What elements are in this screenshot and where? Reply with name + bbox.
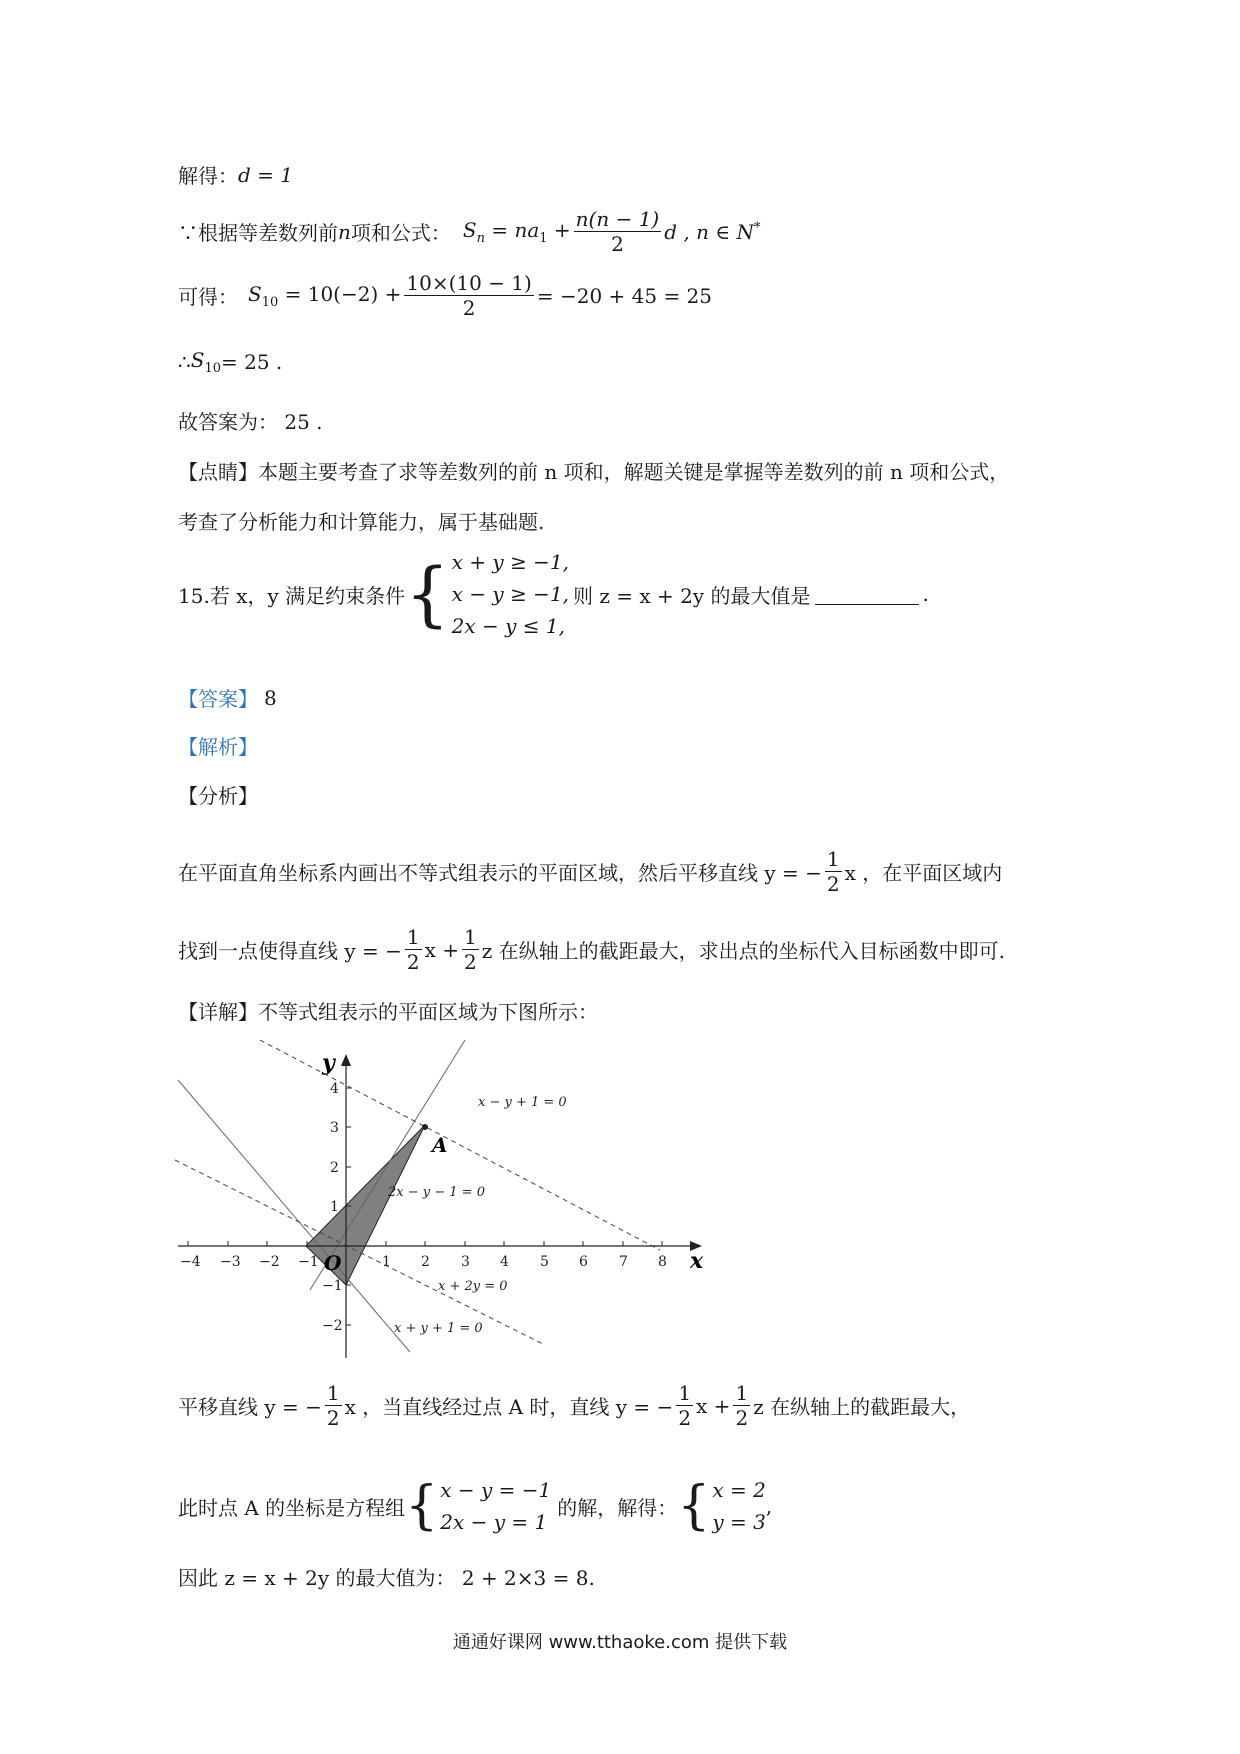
fraction: $\frac{1}{2}$	[406, 925, 420, 974]
s10-calc-line: 可得： $S_{10} = 10(-2)$ + $\frac{10\times(10 - 1)}{2}$ = −20 + 45 = 25	[178, 271, 713, 320]
point-a-line: 此时点 A 的坐标是方程组 { x − y = −1 2x − y = 1 的解，解得： { x = 2 y = 3 ,	[178, 1476, 773, 1536]
fenxi-line-2: 找到一点使得直线 y = − $\frac{1}{2}$ x + $\frac{1}{2}$ z 在纵轴上的截距最大，求出点的坐标代入目标函数中即可.	[178, 925, 1006, 974]
fraction: $\frac{10\times(10 - 1)}{2}$	[406, 271, 532, 320]
line3-label: x + 2y = 0	[438, 1279, 508, 1294]
y-tick-label: 2	[330, 1160, 339, 1176]
left-brace: {	[677, 1476, 711, 1536]
fraction: $\frac{1}{2}$	[735, 1381, 749, 1430]
y-tick-label: 4	[330, 1081, 339, 1097]
dianjing-line: 【点睛】本题主要考查了求等差数列的前 n 项和，解题关键是掌握等差数列的前 n 项和公式，	[178, 460, 1010, 484]
dianjing-line-2: 考查了分析能力和计算能力，属于基础题.	[178, 510, 545, 534]
y-axis-label: y	[322, 1050, 335, 1076]
x-ticks	[188, 1241, 662, 1246]
answer-section: 【答案】 8	[178, 685, 277, 711]
question-15: 15.若 x，y 满足约束条件 { x + y ≥ −1, x − y ≥ −1, 2x − y ≤ 1, 则 z = x + 2y 的最大值是 .	[178, 546, 929, 642]
feasible-region-graph	[170, 1040, 730, 1360]
equation-system: x − y = −1 2x − y = 1	[440, 1478, 552, 1534]
x-tick-label: 6	[579, 1254, 588, 1270]
line2-label: 2x − y − 1 = 0	[388, 1185, 485, 1200]
line-2x-minus-y-minus-1	[260, 1040, 660, 1250]
left-brace: {	[405, 1476, 439, 1536]
point-a-dot	[422, 1124, 428, 1130]
x-tick-label: 4	[500, 1254, 509, 1270]
x-tick-label: −1	[298, 1254, 319, 1270]
x-tick-label: 3	[461, 1254, 470, 1270]
point-a-label: A	[432, 1133, 448, 1157]
fraction: $\frac{1}{2}$	[326, 1381, 340, 1430]
fenxi-line-1: 在平面直角坐标系内画出不等式组表示的平面区域，然后平移直线 y = − $\frac{1}{2}$ x ，在平面区域内	[178, 847, 1003, 896]
answer-line-25: 故答案为： 25 .	[178, 410, 323, 434]
solution-line-d: 解得： d = 1	[178, 162, 293, 188]
max-value-line: 因此 z = x + 2y 的最大值为： 2 + 2×3 = 8.	[178, 1566, 595, 1590]
x-tick-label: 8	[658, 1254, 667, 1270]
y-tick-label: 1	[330, 1199, 339, 1215]
y-tick-label: −2	[322, 1318, 343, 1334]
x-tick-label: 2	[421, 1254, 430, 1270]
s10-result-line: ∴ $S_{10}$ = 25 .	[178, 348, 283, 376]
y-arrow	[341, 1054, 351, 1066]
fenxi-label: 【分析】	[178, 784, 258, 808]
analysis-label: 【解析】	[178, 735, 258, 759]
solution-system: x = 2 y = 3	[712, 1478, 766, 1534]
translate-line: 平移直线 y = − $\frac{1}{2}$ x ，当直线经过点 A 时，直线 y = − $\frac{1}{2}$ x + $\frac{1}{2}$ z 在纵轴上的截距最大，	[178, 1381, 971, 1430]
line1-label: x − y + 1 = 0	[478, 1095, 567, 1110]
line4-label: x + y + 1 = 0	[394, 1321, 483, 1336]
x-axis-label: x	[690, 1248, 704, 1274]
x-tick-label: −4	[180, 1254, 201, 1270]
x-tick-label: 5	[540, 1254, 549, 1270]
y-tick-label: −1	[322, 1278, 343, 1294]
fraction: $\frac{1}{2}$	[678, 1381, 692, 1430]
x-tick-label: 1	[382, 1254, 391, 1270]
sum-formula-line: ∵根据等差数列前 n 项和公式： $S_n = na_1$ + $\frac{n(n - 1)}{2}$ d , n ∈ N*	[178, 207, 761, 256]
y-ticks	[346, 1088, 351, 1325]
detail-line: 【详解】不等式组表示的平面区域为下图所示：	[178, 1000, 598, 1024]
footer: 通通好课网 www.tthaoke.com 提供下载	[452, 1632, 788, 1653]
origin-label: O	[324, 1251, 342, 1275]
x-tick-label: −2	[259, 1254, 280, 1270]
answer-blank	[815, 584, 919, 605]
fraction: $\frac{1}{2}$	[464, 925, 477, 974]
fraction: $\frac{n(n - 1)}{2}$	[575, 207, 660, 256]
x-tick-label: −3	[220, 1254, 241, 1270]
x-tick-label: 7	[619, 1254, 628, 1270]
fraction: $\frac{1}{2}$	[826, 847, 840, 896]
y-tick-label: 3	[330, 1120, 339, 1136]
left-brace: {	[405, 553, 450, 635]
constraint-system: x + y ≥ −1, x − y ≥ −1, 2x − y ≤ 1,	[451, 550, 570, 638]
